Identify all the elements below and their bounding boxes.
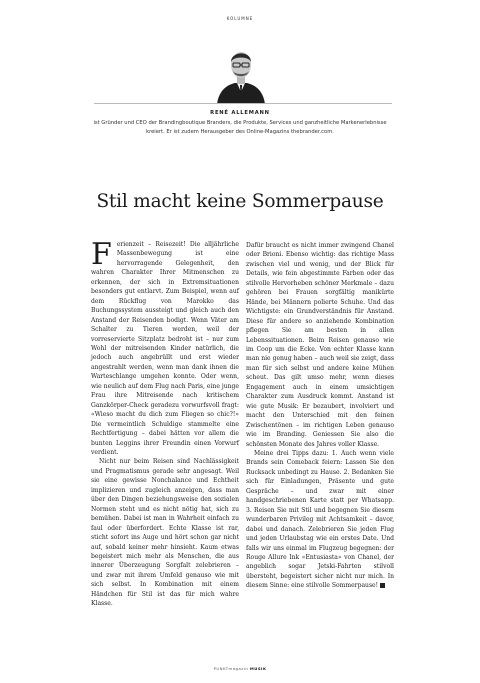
paragraph-text: erienzeit – Reisezeit! Die alljährliche Massenbewegung ist eine hervorragende Gelegenheit, den wahren Charakter Ihrer Mitmenschen zu erkennen, der sich in Extremsituationen besonders gut entlarvt. Zum Beispiel, wenn auf dem Rückflug von Marokko das Buchungssystem aussteigt und gleich auch den Anstand der Reisenden bodigt. Wenn Väter am Schalter zu Tieren werden, weil der vorreservierte Sitzplatz bedroht ist – nur zum Wohl der mitreisenden Kinder natürlich, die jedoch auch angebrüllt und erst wieder angestrahlt werden, wenn man dank ihnen die Warteschlange umgehen konnte. Oder wenn, wie neulich auf dem Flug nach Paris, eine junge Frau ihre Mitreisende nach kritischem Ganzkörper-Check geradezu vorwurfsvoll fragt: «Wieso macht du dich zum Fliegen so chic?!» Die vermeintlich Schuldige stammelte eine Rechtfertigung – dabei hätten vor allem die bunten Leggins ihrer Freundin einen Vorwurf verdient. [91,241,239,456]
section-name: MUSIK [249,666,267,671]
paragraph [91,237,239,457]
author-bio: ist Gründer und CEO der Brandingboutique Branders, die Produkte, Services und ganzheitliche Markenerlebnisse kreiert. Er ist zudem Herausgeber des Online-Magazins thebrander.com. [93,120,387,135]
article-column-right [246,241,394,591]
magazine-name: PUNKTmagazin [213,666,249,671]
author-name: RENÉ ALLEMANN [210,110,270,116]
article-column-left [91,237,239,609]
section-kicker: KOLUMNE [226,16,254,21]
article-title: Stil macht keine Sommerpause [96,191,384,212]
paragraph: Nicht nur beim Reisen sind Nachlässigkeit und Pragmatismus gerade sehr angesagt. Weil sie eine gewisse Nonchalance und Echtheit implizieren und zugleich anzeigen, dass man über den Dingen beziehungsweise den sozialen Normen steht und es nicht nötig hat, sich zu bemühen. Dabei ist man in Wahrheit einfach zu faul oder überfordert. Echte Klasse ist rar, sticht sofort ins Auge und hört schon gar nicht auf, sobald keiner mehr hinsieht. Kaum etwas begeistert mich mehr als Menschen, die aus innerer Überzeugung Sorgfalt zelebrieren – und zwar mit ihrem Umfeld genauso wie mit sich selbst. In Kombination mit einem Händchen für Stil ist das für mich wahre Klasse. [91,458,239,608]
paragraph: Dafür braucht es nicht immer zwingend Chanel oder Brioni. Ebenso wichtig: das richtige Mass zwischen viel und wenig, und der Blick für Details, wie fein abgestimmte Farben oder das stilvolle Hervorheben schöner Merkmale – dazu gehören bei Frauen sorgfältig manikürte Hände, bei Männern polierte Schuhe. Und das Wichtigste: ein Grundverständnis für Anstand. Diese für andere so anziehende Kombination pflegen Sie am besten in allen Lebenssituationen. Beim Reisen genauso wie im Coop um die Ecke. Von echter Klasse kann man nie genug haben – auch weil sie zeigt, dass man für sich selbst und andere keine Mühen scheut. Das gilt umso mehr, wenn dieses Engagement auch in einem umsichtigen Charakter zum Ausdruck kommt. Anstand ist wie gute Musik: Er bezaubert, involviert und macht den Unterschied mit den feinen Zwischentönen – im richtigen Leben genauso wie im Branding. Geniessen Sie also die schönsten Monate des Jahres voller Klasse. [246,242,394,448]
author-portrait [213,40,269,104]
end-mark-icon [380,583,385,588]
paragraph-text: Meine drei Tipps dazu: 1. Auch wenn viele Brands sein Comeback feiern: Lassen Sie den Rucksack unbedingt zu Hause. 2. Bedanken Sie sich für Einladungen, Präsente und gute Gespräche – und zwar mit einer handgeschriebenen Karte statt per Whatsapp. 3. Reisen Sie mit Stil und begegnen Sie diesem wunderbaren Privileg mit Achtsamkeit – davor, dabei und danach. Zelebrieren Sie jeden Flug und jeden Urlaubstag wie ein erstes Date. Und falls wir uns einmal im Flugzeug begegnen: der Rouge Allure Ink «Entusiasta» von Chanel, der angeblich sogar Jetski-Fahrten stilvoll übersteht, begeistert sicher nicht nur mich. In diesem Sinne: eine stilvolle Sommerpause! [246,449,394,590]
drop-cap: F [91,237,112,272]
header-divider [94,103,392,104]
paragraph [246,449,394,591]
page-footer [0,666,480,671]
